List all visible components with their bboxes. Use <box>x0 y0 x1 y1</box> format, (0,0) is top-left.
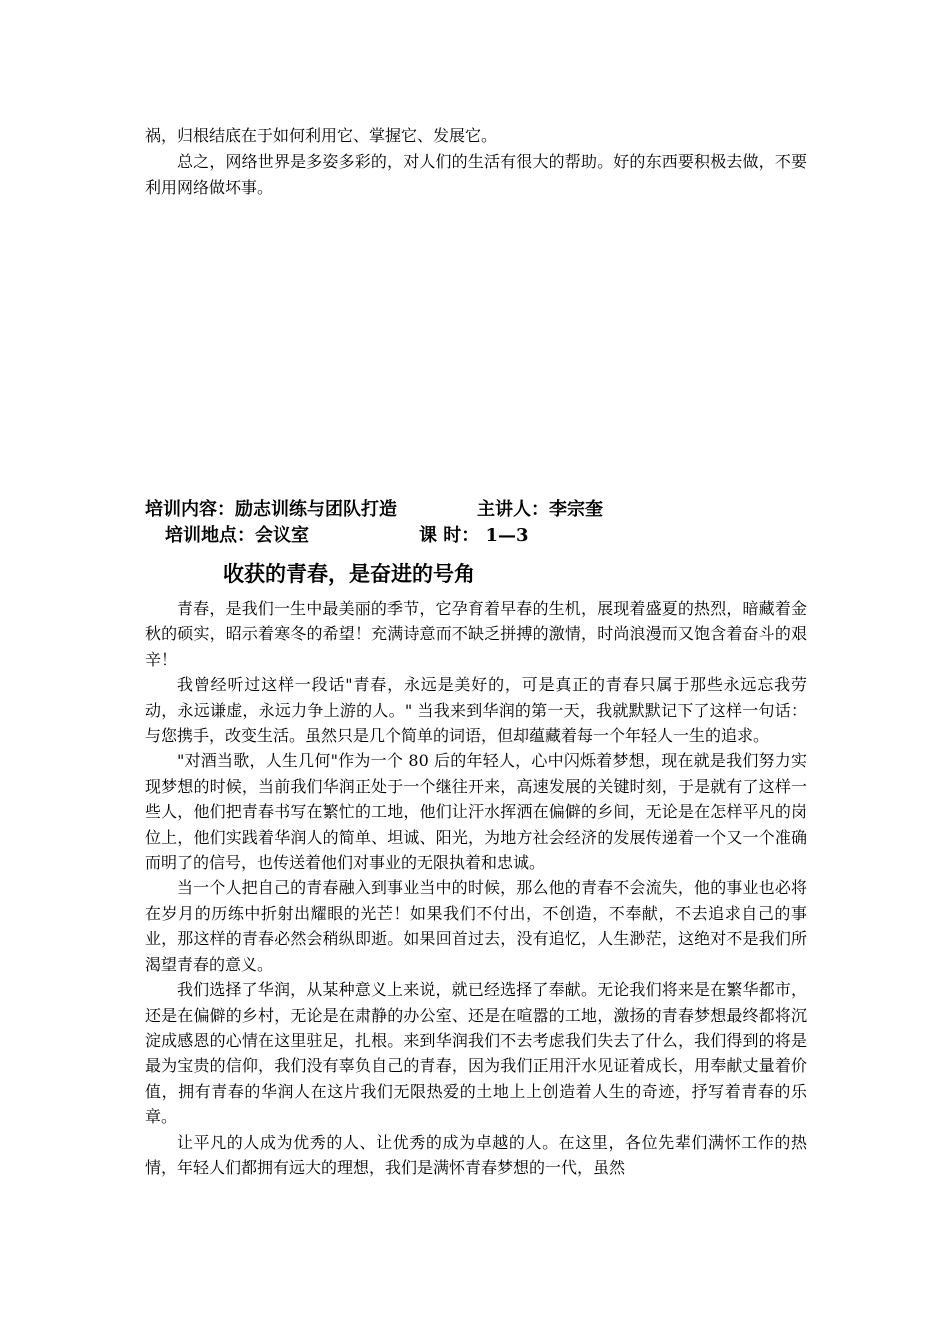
training-location-label: 培训地点：会议室 <box>165 525 309 546</box>
paragraph: 当一个人把自己的青春融入到事业当中的时候，那么他的青春不会流失，他的事业也必将在岁月的历练中折射出耀眼的光芒！如果我们不付出，不创造，不奉献，不去追求自己的事业，那这样的青春必然会稍纵即逝。如果回首过去，没有追忆，人生渺茫，这绝对不是我们所渴望青春的意义。 <box>145 878 807 974</box>
paragraph: 让平凡的人成为优秀的人、让优秀的成为卓越的人。在这里，各位先辈们满怀工作的热情，年轻人们都拥有远大的理想，我们是满怀青春梦想的一代，虽然 <box>145 1132 807 1177</box>
paragraph: 青春，是我们一生中最美丽的季节，它孕育着早春的生机，展现着盛夏的热烈，暗藏着金秋的硕实，昭示着寒冬的希望！充满诗意而不缺乏拼搏的激情，时尚浪漫而又饱含着奋斗的艰辛！ <box>145 599 807 669</box>
class-hours-label: 课 时： 1—3 <box>419 525 529 546</box>
header-row-2 <box>145 523 807 549</box>
paragraph: 我们选择了华润，从某种意义上来说，就已经选择了奉献。无论我们将来是在繁华都市，还是在偏僻的乡村，无论是在肃静的办公室、还是在喧嚣的工地，激扬的青春梦想最终都将沉淀成感恩的心情在这里驻足，扎根。来到华润我们不去考虑我们失去了什么，我们得到的将是最为宝贵的信仰，我们没有辜负自己的青春，因为我们正用汗水见证着成长，用奉献丈量着价值，拥有青春的华润人在这片我们无限热爱的土地上上创造着人生的奇迹，抒写着青春的乐章。 <box>145 980 807 1127</box>
continued-line: 祸，归根结底在于如何利用它、掌握它、发展它。 <box>145 126 498 145</box>
article-title: 收获的青春，是奋进的号角 <box>223 561 475 586</box>
training-info-header <box>145 497 807 549</box>
training-content-label: 培训内容：励志训练与团队打造 <box>145 499 397 520</box>
header-row-1 <box>145 497 807 523</box>
paragraph: "对酒当歌，人生几何"作为一个 80 后的年轻人，心中闪烁着梦想，现在就是我们努力实现梦想的时候，当前我们华润正处于一个继往开来，高速发展的关键时刻，于是就有了这样一些人，他们把青春书写在繁忙的工地，他们让汗水挥洒在偏僻的乡间，无论是在怎样平凡的岗位上，他们实践着华润人的简单、坦诚、阳光，为地方社会经济的发展传递着一个又一个准确而明了的信号，也传送着他们对事业的无限执着和忠诚。 <box>145 751 807 873</box>
article-body <box>145 596 807 1180</box>
paragraph: 我曾经听过这样一段话"青春，永远是美好的，可是真正的青春只属于那些永远忘我劳动，永远谦虚，永远力争上游的人。" 当我来到华润的第一天，我就默默记下了这样一句话：与您携手，改变生活。虽然只是几个简单的词语，但却蕴藏着每一个年轻人一生的追求。 <box>145 675 807 746</box>
previous-article-ending <box>145 123 807 201</box>
paragraph: 总之，网络世界是多姿多彩的，对人们的生活有很大的帮助。好的东西要积极去做，不要利用网络做坏事。 <box>145 152 807 197</box>
lecturer-label: 主讲人：李宗奎 <box>477 499 603 520</box>
